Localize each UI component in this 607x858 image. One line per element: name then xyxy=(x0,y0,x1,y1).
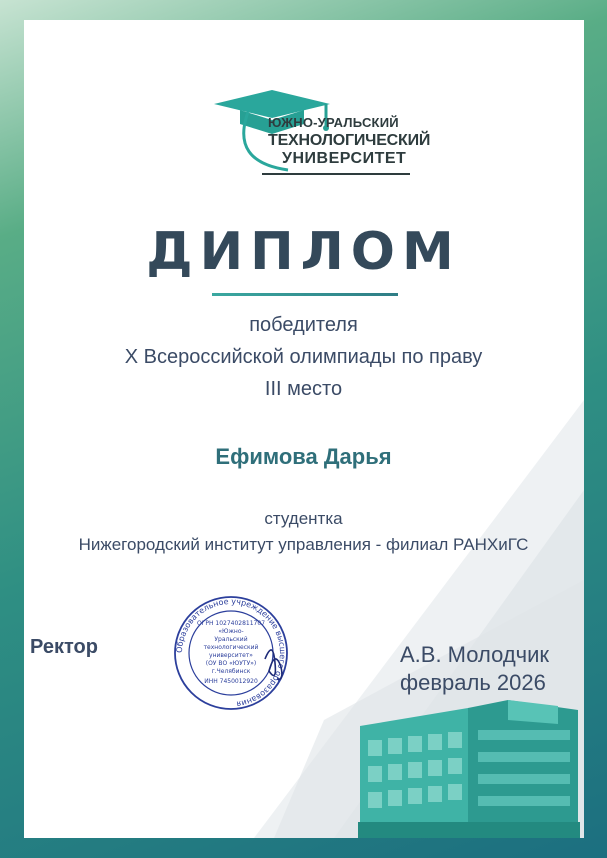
stamp-line: (ОУ ВО «ЮУТУ») xyxy=(205,660,257,667)
recipient-role: студентка xyxy=(264,509,343,528)
university-name-line1: ЮЖНО-УРАЛЬСКИЙ xyxy=(268,115,399,130)
university-name xyxy=(268,114,431,168)
diploma-title: ДИПЛОМ xyxy=(146,222,461,282)
recipient-institution: Нижегородский институт управления - филиал РАНХиГС xyxy=(78,535,529,554)
stamp-line: «Южно- xyxy=(218,628,244,635)
issue-date: февраль 2026 xyxy=(400,670,546,695)
stamp-line: Уральский xyxy=(214,636,248,643)
stamp-line: университет» xyxy=(209,652,253,659)
official-stamp-icon xyxy=(173,595,289,711)
stamp-line: технологический xyxy=(203,644,259,651)
university-name-line2: ТЕХНОЛОГИЧЕСКИЙ xyxy=(268,132,431,149)
university-building-icon xyxy=(358,696,580,838)
subtitle-place: III место xyxy=(264,378,343,400)
title-underline xyxy=(212,293,398,296)
subtitle-olympiad: X Всероссийской олимпиады по праву xyxy=(124,346,483,368)
signatory-name: А.В. Молодчик xyxy=(400,642,550,667)
recipient-name: Ефимова Дарья xyxy=(215,444,392,469)
stamp-line: ОГРН 1027402811707 xyxy=(196,620,266,627)
university-name-line3: УНИВЕРСИТЕТ xyxy=(282,150,407,167)
stamp-line: ИНН 7450012920 xyxy=(204,678,258,685)
subtitle-winner: победителя xyxy=(249,314,358,336)
stamp-outer-text: Образовательное учреждение высшего образования xyxy=(174,596,288,709)
signatory-title: Ректор xyxy=(30,636,98,658)
stamp-line: г.Челябинск xyxy=(211,668,251,675)
